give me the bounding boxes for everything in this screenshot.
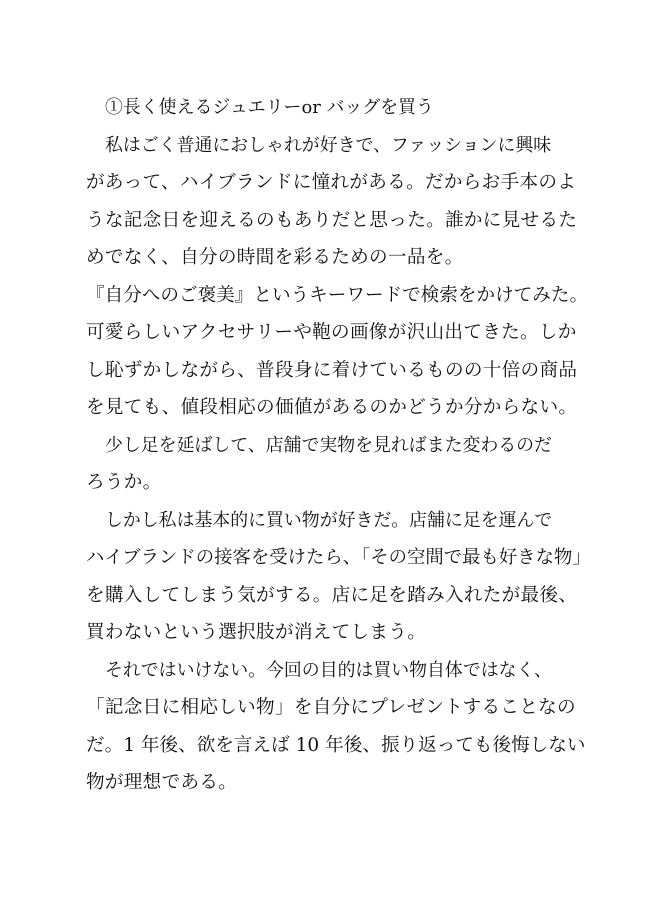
text-line: うな記念日を迎えるのもありだと思った。誰かに見せるた xyxy=(86,209,578,231)
text-line: 可愛らしいアクセサリーや鞄の画像が沢山出てきた。しか xyxy=(86,322,577,343)
text-line: めでなく、自分の時間を彩るための一品を。 xyxy=(86,247,464,268)
text-line: ろうか。 xyxy=(86,472,162,493)
text-line: があって、ハイブランドに憧れがある。だからお手本のよ xyxy=(86,172,577,193)
text-line: しかし私は基本的に買い物が好きだ。店舗に足を運んで xyxy=(105,509,553,531)
text-line: を購入してしまう気がする。店に足を踏み入れたが最後、 xyxy=(86,584,578,606)
text-line: 「記念日に相応しい物」を自分にプレゼントすることなの xyxy=(86,697,576,718)
text-line: し恥ずかしながら、普段身に着けているものの十倍の商品 xyxy=(86,359,578,381)
heading-line: ①長く使えるジュエリーor バッグを買う xyxy=(105,97,434,118)
text-line: 買わないという選択肢が消えてしまう。 xyxy=(86,622,427,643)
text-line: 『自分へのご褒美』というキーワードで検索をかけてみた。 xyxy=(86,284,589,306)
text-line: を見ても、値段相応の価値があるのかどうか分からない。 xyxy=(86,397,578,418)
text-line: ハイブランドの接客を受けたら、「その空間で最も好きな物」 xyxy=(86,547,591,568)
text-line: だ。1 年後、欲を言えば 10 年後、振り返っても後悔しない xyxy=(86,734,586,756)
text-line: 物が理想である。 xyxy=(86,772,238,793)
text-line: 少し足を延ばして、店舗で実物を見ればまた変わるのだ xyxy=(105,434,552,456)
text-line: 私はごく普通におしゃれが好きで、ファッションに興味 xyxy=(105,134,552,156)
body-text xyxy=(86,89,591,802)
text-line: それではいけない。今回の目的は買い物自体ではなく、 xyxy=(105,659,552,681)
